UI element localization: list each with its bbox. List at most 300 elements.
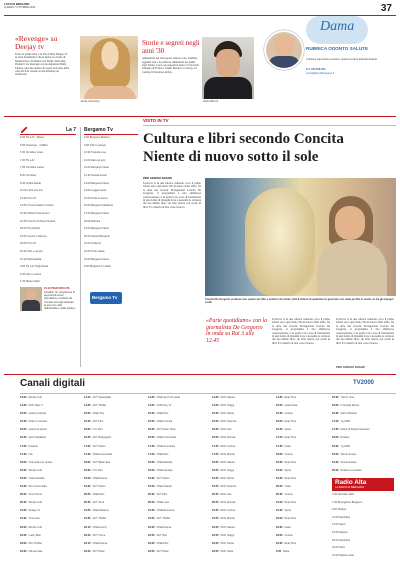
- channel-listing-row: [84, 420, 142, 423]
- channel-listing-row: [332, 445, 394, 448]
- channel-listing-row: [84, 550, 142, 553]
- tv-headline-line1: Cultura e libri secondo Concita: [143, 131, 344, 147]
- listing-title: LTC Film: [92, 468, 103, 472]
- listing-time: 19.00: [332, 452, 339, 456]
- listing-title: Casa: [284, 444, 291, 448]
- channel-listing-row: [84, 517, 142, 520]
- listing-time: 22.00: [20, 525, 27, 529]
- channel-listing-row: [20, 550, 78, 553]
- dama-box: [258, 16, 394, 98]
- listing-title: ACT Action: [156, 476, 170, 480]
- concita-caption: Concita De Gregorio conduce uno spazio per libri e cultura che attrae 1,6/1,8 milioni di spettatori in giornata: non male per Rai 3, anche se tra gli impegni serali: [205, 298, 394, 305]
- listing-title: ACT Thriller: [92, 517, 107, 521]
- channel-listing-row: [148, 428, 206, 431]
- giulio-jacket: [204, 77, 252, 99]
- schedule-entry: 0.00 Bergamo Tv Notte: [84, 265, 111, 269]
- listing-time: 20.00: [276, 485, 283, 489]
- channel-listing-row: [84, 493, 142, 496]
- channel-listing-row: [332, 412, 394, 415]
- channel-column-5: [276, 396, 326, 564]
- listing-time: 19.00: [276, 468, 283, 472]
- listing-title: DOC Scienza: [220, 485, 237, 489]
- listing-title: Il Grande Rosso: [340, 404, 360, 408]
- channel-listing-row: [20, 534, 78, 537]
- listing-time: 15.50: [148, 420, 155, 424]
- channel-listing-row: [332, 469, 394, 472]
- channel-listing-row: [276, 461, 326, 464]
- listing-time: 17.00: [84, 444, 91, 448]
- bergamo-tv-schedule: [84, 136, 138, 273]
- tv-body-continued: Torna in tv in una rubrica culturale, ecco il primo sabato sera ogni tanto. Ha di nuovo della sfida, fra le altre che ricorda. Protagonista Concita De Gregorio, il programma è una ambiziosa conversazione, è in pratica un corso di formazione in una forma di dialoghi dove è presente lo scrittore del suo ultimo libro, un altro autore con scelte di libri. È la libertà di dire cosa è nuovo.: [272, 318, 330, 345]
- listing-title: ACT Spaceballs: [92, 396, 112, 399]
- schedule-entry: 20.00 Parole Bergamo: [84, 234, 110, 238]
- dama-logo: Dama: [320, 19, 355, 34]
- schedule-entry: 20.30 Otto e mezzo: [20, 249, 43, 253]
- schedule-entry: 18.00 The District: [20, 227, 41, 231]
- channel-listing-row: [276, 517, 326, 520]
- listing-time: 15.00: [276, 404, 283, 408]
- channel-listing-row: [212, 428, 270, 431]
- listing-title: Cartoni animati: [28, 412, 46, 416]
- channel-listing-row: [148, 493, 206, 496]
- listing-title: DOC Arte: [220, 493, 232, 497]
- concita-body: [317, 240, 387, 296]
- listing-time: 21.50: [148, 517, 155, 521]
- listing-time: 17.00: [332, 420, 339, 424]
- listing-title: Una notte per amare: [28, 460, 53, 464]
- listing-title: CINE Film: [156, 452, 169, 456]
- listing-title: Real Time: [284, 396, 297, 399]
- schedule-entry: 21.00 Ciclismo: [84, 242, 102, 246]
- schedule-entry: 12.30 Scuola Arredi: [84, 173, 107, 177]
- channel-listing-row: [276, 493, 326, 496]
- listing-title: DOC Rete 4: [28, 404, 43, 408]
- channel-list-rule: [20, 393, 396, 394]
- page-number: 37: [380, 3, 392, 14]
- listing-time: 17.00: [20, 444, 27, 448]
- channel-listing-row: [276, 445, 326, 448]
- tv-byline: PIER GIORGIO NOSARI: [143, 177, 172, 180]
- schedule-entry: 7.00 Giornale radio: [332, 493, 355, 496]
- concita-photo: [205, 178, 396, 296]
- channel-listing-row: [332, 461, 394, 464]
- listing-title: Sposi: [284, 428, 291, 432]
- listing-title: CINE Western: [92, 509, 110, 513]
- channel-listing-row: [276, 509, 326, 512]
- channel-listing-row: [276, 477, 326, 480]
- channel-listing-row: [276, 542, 326, 545]
- schedule-entry: 7.30 TG LA7: [20, 158, 35, 162]
- listing-title: CINE Commedia: [156, 436, 176, 440]
- channel-listing-row: [212, 477, 270, 480]
- listing-title: Tg 2000: [340, 444, 351, 448]
- channel-listing-row: [148, 485, 206, 488]
- emily-hair: [90, 38, 130, 88]
- listing-time: 18.25: [212, 460, 219, 464]
- la7-channel-label: La 7: [65, 127, 76, 133]
- channel-listing-row: [332, 396, 394, 399]
- listing-title: Tg 2000: [340, 420, 351, 424]
- giulio-photo: [202, 37, 254, 99]
- listing-time: 15.30: [84, 420, 91, 424]
- channel-listing-row: [276, 428, 326, 431]
- dama-doctor-photo: [264, 30, 304, 70]
- listing-time: 23.25: [212, 541, 219, 545]
- listing-title: DOC Natura: [220, 525, 235, 529]
- channel-listing-row: [212, 404, 270, 407]
- channel-listing-row: [84, 485, 142, 488]
- schedule-entry: 9.00 Musica: [332, 508, 346, 512]
- listing-title: Ultima notte: [28, 549, 43, 553]
- listing-title: CINE Horror: [92, 525, 107, 529]
- listing-time: 17.30: [276, 444, 283, 448]
- emily-caption: Emily VanCamp: [81, 100, 100, 103]
- listing-title: DOC Animali: [220, 436, 236, 440]
- listing-time: 17.25: [212, 444, 219, 448]
- channel-listing-row: [84, 436, 142, 439]
- listing-title: Caccia al tesoro: [28, 428, 48, 432]
- dama-phone: Tel. 035.358.200: [306, 68, 326, 71]
- channel-listing-row: [212, 453, 270, 456]
- listing-time: 19.30: [84, 485, 91, 489]
- schedule-entry: 11.00 Zaini ed eroi: [84, 158, 106, 162]
- listing-time: 19.30: [332, 460, 339, 464]
- channel-listing-row: [148, 420, 206, 423]
- tv2000-logo-label: TV2000: [353, 380, 375, 386]
- listing-title: Casa Casa: [284, 404, 298, 408]
- channel-listing-row: [276, 412, 326, 415]
- listing-time: 16.55: [212, 436, 219, 440]
- listing-title: Real Time: [284, 517, 297, 521]
- listing-time: 21.30: [276, 509, 283, 513]
- listing-time: 21.00: [20, 509, 27, 513]
- channel-listing-row: [20, 436, 78, 439]
- schedule-entry: 16.45 Il ritorno di Sea Frontera: [20, 219, 56, 223]
- channel-listing-row: [20, 420, 78, 423]
- listing-time: 20.55: [212, 501, 219, 505]
- channel-listing-row: [212, 461, 270, 464]
- channel-listing-row: [148, 445, 206, 448]
- listing-title: Sposi: [284, 509, 291, 513]
- listing-time: 20.30: [20, 501, 27, 505]
- listing-time: 14.20: [148, 396, 155, 399]
- listing-time: 19.00: [20, 476, 27, 480]
- channel-listing-row: [276, 485, 326, 488]
- channel-listing-row: [20, 412, 78, 415]
- radio-alta-box: [332, 478, 394, 564]
- listing-title: Festival: [28, 444, 38, 448]
- emily-photo: [80, 36, 138, 99]
- listing-title: Cucina: [284, 493, 293, 497]
- listing-time: 23.00: [276, 533, 283, 537]
- la7-host-photo: [20, 287, 42, 311]
- channel-listing-row: [212, 445, 270, 448]
- listing-time: 22.25: [212, 525, 219, 529]
- listing-time: 23.55: [212, 549, 219, 553]
- listing-time: 17.30: [332, 428, 339, 432]
- channel-listing-row: [148, 501, 206, 504]
- tv-section-label: VISTO IN TV: [143, 118, 169, 123]
- listing-title: ACT Thriller: [156, 517, 171, 521]
- listing-title: Life: [28, 452, 33, 456]
- listing-time: 16.00: [20, 428, 27, 432]
- listing-time: 18.50: [148, 468, 155, 472]
- listing-time: 16.00: [84, 428, 91, 432]
- listing-time: 20.00: [332, 468, 339, 472]
- schedule-entry: 15.00 Tutta la scena: [84, 196, 108, 200]
- channel-listing-row: [212, 517, 270, 520]
- channel-listing-row: [84, 534, 142, 537]
- secrets-article: [142, 40, 200, 110]
- listing-title: CINE Love: [156, 501, 170, 505]
- channel-listing-row: [20, 428, 78, 431]
- channel-listing-row: [332, 420, 394, 423]
- listing-title: Notte: [283, 549, 290, 553]
- listing-time: 16.30: [276, 428, 283, 432]
- listing-time: 16.50: [148, 436, 155, 440]
- schedule-entry: 13.30 TG LA7: [20, 196, 37, 200]
- schedule-entry: 22.00 Tutto salute: [84, 249, 105, 253]
- channel-listing-row: [212, 534, 270, 537]
- listing-title: ACT Action: [92, 485, 106, 489]
- listing-title: CINE Film: [156, 412, 169, 416]
- tv-headline-line2: Niente di nuovo sotto il sole: [143, 149, 319, 165]
- listing-title: Sport Mediaset: [28, 436, 46, 440]
- listing-time: 21.35: [84, 517, 91, 521]
- listing-time: 22.20: [148, 525, 155, 529]
- listing-title: ACT Black Sea: [92, 460, 111, 464]
- channel-listing-row: [84, 428, 142, 431]
- listing-time: 23.30: [20, 549, 27, 553]
- listing-title: Real Time: [284, 501, 297, 505]
- listing-title: Cine ama: [28, 517, 40, 521]
- listing-time: 20.25: [212, 493, 219, 497]
- channel-listing-row: [84, 396, 142, 399]
- listing-time: 20.30: [276, 493, 283, 497]
- schedule-entry: 17.00 Bergamo News: [84, 211, 109, 215]
- listing-time: 16.30: [332, 412, 339, 416]
- revenge-headline: «Revenge» su Deejay tv: [15, 35, 58, 51]
- schedule-entry: 19.00 Cuochi e fiamme: [20, 234, 47, 238]
- listing-time: 22.00: [276, 517, 283, 521]
- channel-listing-row: [212, 412, 270, 415]
- listing-time: 22.55: [212, 533, 219, 537]
- channel-column-2: [84, 396, 142, 564]
- channel-listing-row: [332, 453, 394, 456]
- listing-time: 19.55: [212, 485, 219, 489]
- la7-feature-label: 21.10 PIAZZAPULITA: [44, 287, 70, 290]
- listing-title: DOC Arte: [220, 428, 232, 432]
- channel-listing-row: [148, 404, 206, 407]
- schedule-entry: 18.00 Notiziario: [332, 538, 351, 542]
- listing-title: Cucina: [284, 452, 293, 456]
- listing-time: 14.25: [212, 396, 219, 399]
- dama-intro: Il dottore rispondono ai lettori, quesiti sul temi dell'odontoiatria: [306, 58, 377, 61]
- channel-listing-row: [212, 542, 270, 545]
- listing-title: Casa Vianello: [28, 476, 45, 480]
- channel-listing-row: [20, 501, 78, 504]
- listing-time: 18.30: [20, 468, 27, 472]
- channel-column-4: [212, 396, 270, 564]
- listing-title: DOC Viaggi: [220, 533, 235, 537]
- listing-title: Documentario: [340, 460, 357, 464]
- listing-title: CINE Drama: [156, 525, 172, 529]
- channel-listing-row: [20, 404, 78, 407]
- channel-listing-row: [84, 477, 142, 480]
- la7-logo-bar: [20, 127, 76, 135]
- la7-column: [20, 127, 76, 367]
- schedule-entry: 10.30 Youtube Live: [84, 151, 107, 155]
- listing-title: DOC Cucina: [220, 444, 236, 448]
- listing-title: ACT Sci-fi: [92, 501, 105, 505]
- listing-title: ACT Film: [92, 420, 104, 424]
- channel-listing-row: [84, 509, 142, 512]
- schedule-entry: 0.00 TG LA7 Night Desk: [20, 265, 49, 269]
- channel-listing-row: [20, 509, 78, 512]
- listing-title: DOC Animali: [220, 501, 236, 505]
- listing-time: 15.30: [20, 420, 27, 424]
- channel-listing-row: [148, 534, 206, 537]
- schedule-entry: 6.00 Bergamo Mattina: [84, 136, 110, 139]
- listing-time: 15.55: [212, 420, 219, 424]
- channel-listing-row: [212, 509, 270, 512]
- listing-title: DOC Viaggi: [220, 468, 235, 472]
- channel-listing-row: [332, 428, 394, 431]
- channel-listing-row: [212, 550, 270, 553]
- schedule-entry: 9.45 Coffee Break: [20, 181, 41, 185]
- listing-time: 14.00: [20, 396, 27, 399]
- la7-host-suit: [22, 300, 40, 311]
- channel-listing-row: [20, 469, 78, 472]
- listing-time: 21.55: [212, 517, 219, 521]
- listing-time: 18.00: [84, 460, 91, 464]
- channel-listing-row: [276, 396, 326, 399]
- listing-time: 23.20: [148, 541, 155, 545]
- channel-listing-row: [148, 461, 206, 464]
- listing-time: 20.20: [148, 493, 155, 497]
- listing-time: 20.05: [84, 493, 91, 497]
- bergamo-tv-badge-label: Bergamo Tv: [92, 295, 118, 300]
- listing-title: DOC Mondo: [220, 452, 235, 456]
- listing-title: Mondo Cult: [28, 501, 42, 505]
- channel-listing-row: [276, 469, 326, 472]
- listing-title: DOC Storia: [220, 476, 234, 480]
- listing-time: 18.30: [84, 468, 91, 472]
- channel-listing-row: [212, 396, 270, 399]
- listing-time: 19.00: [84, 476, 91, 480]
- schedule-entry: 9.00 Tutti in campo: [84, 143, 106, 147]
- schedule-entry: 0.45 Otto e mezzo: [20, 272, 42, 276]
- listing-title: CINE Drama: [92, 541, 108, 545]
- listing-title: Rosario: [340, 436, 350, 440]
- la7-feature-text: Attualità. Un programma di approfondimento giornalistico condotto da Corrado Formigli dedicato ai temi più caldi dell'attualità e della politica.: [44, 291, 76, 311]
- channel-listing-row: [20, 542, 78, 545]
- channel-listing-row: [148, 396, 206, 399]
- listing-title: ACT Film: [156, 493, 168, 497]
- listing-time: 19.25: [212, 476, 219, 480]
- listing-time: 17.00: [276, 436, 283, 440]
- radio-alta-schedule: [332, 493, 394, 561]
- listing-time: 14.55: [212, 404, 219, 408]
- channel-listing-row: [212, 420, 270, 423]
- listing-time: 19.30: [276, 476, 283, 480]
- radio-alta-title: Radio Alta: [335, 479, 367, 486]
- channel-listing-row: [20, 517, 78, 520]
- listing-time: 17.20: [148, 444, 155, 448]
- listing-title: COM Pay Tv: [156, 404, 172, 408]
- channel-listing-row: [148, 526, 206, 529]
- channel-listing-row: [84, 445, 142, 448]
- listing-time: 16.35: [84, 436, 91, 440]
- listing-title: CINE Senti chi parla: [156, 396, 180, 399]
- emily-shoulders: [84, 86, 136, 99]
- channel-listing-row: [84, 501, 142, 504]
- listing-title: DOC Viaggi: [220, 404, 235, 408]
- listing-title: ACT Action: [92, 444, 106, 448]
- listing-time: 23.50: [148, 549, 155, 553]
- listing-time: 17.30: [84, 452, 91, 456]
- listing-time: 21.20: [148, 509, 155, 513]
- secrets-headline: Storie e segreti negli anni '30: [142, 40, 200, 55]
- listing-title: Rosario a Lourdes: [340, 468, 362, 472]
- masthead: [4, 3, 396, 15]
- secrets-body: Ambientato nei tali segreti, amore, lotte, drammi, aggiunti vite e la pellicola ambientata nei primi anni Trenta. Con la protagonista Anna e il Secondo il Regno di Francia. Giulio Berruti a Cowboy e il casting di Downton Abbey.: [142, 57, 200, 74]
- schedule-entry: 1.25 Movie Flash: [20, 280, 40, 284]
- channel-listing-row: [20, 445, 78, 448]
- la7-host-head: [26, 289, 36, 300]
- channel-listing-row: [276, 420, 326, 423]
- tv-pullquote: «Parte quotidiano» con la giornalista De Gregorio in onda su Rai 3 alle 12.45: [206, 318, 268, 344]
- listing-title: Lucky Man: [28, 533, 42, 537]
- channel-column-3: [148, 396, 206, 564]
- dama-rubric: RUBRICA ODONTO SALUTE: [306, 46, 369, 51]
- schedule-entry: 21.10 Piazzapulita: [20, 257, 42, 261]
- listing-title: Santo Rosario: [340, 412, 357, 416]
- listing-title: DOC Storia: [220, 541, 234, 545]
- dateline: LUNEDÌ 7 OTTOBRE 2013: [4, 6, 36, 9]
- listing-title: Mondo Cult: [28, 525, 42, 529]
- schedule-entry: 12.00 Bergamo News: [84, 166, 109, 170]
- listing-time: 18.20: [148, 460, 155, 464]
- listing-time: 15.00: [20, 412, 27, 416]
- listing-title: DOC Cucina: [220, 509, 236, 513]
- listing-time: 15.25: [212, 412, 219, 416]
- tv-body-end: Torna in tv in una rubrica culturale, ecco il primo sabato sera ogni tanto. Ha di nuovo della sfida, fra le altre che ricorda. Protagonista Concita De Gregorio, il programma è una ambiziosa conversazione, è in pratica un corso di formazione in una forma di dialoghi dove è presente lo scrittore del suo ultimo libro, un altro autore con scelte di libri. È la libertà di dire cosa è nuovo.: [336, 318, 394, 345]
- la7-schedule: [20, 136, 76, 288]
- listing-title: CINE Classic: [156, 485, 172, 489]
- schedule-entry: 7.30 Buongiorno Bergamo: [332, 500, 363, 504]
- listing-title: Film Thriller: [28, 541, 42, 545]
- listing-title: ACT Noir: [156, 533, 168, 537]
- listing-time: 14.10: [84, 396, 91, 399]
- listing-time: 21.00: [276, 501, 283, 505]
- listing-title: Deejay Tv: [28, 509, 41, 513]
- listing-title: Gran Torino: [28, 493, 43, 497]
- schedule-entry: 6.55 Oroscopo - Traffico: [20, 143, 48, 147]
- channel-listing-row: [148, 436, 206, 439]
- schedule-entry: 8.00 Omnibus: [20, 173, 37, 177]
- listing-title: Real Time: [284, 476, 297, 480]
- giulio-face: [216, 49, 240, 77]
- schedule-entry: 15.45 Il Bouch Cameroon: [20, 211, 50, 215]
- listing-title: ACT Notte: [156, 549, 169, 553]
- channel-listing-row: [212, 526, 270, 529]
- listing-time: 22.30: [276, 525, 283, 529]
- schedule-entry: 7.00 Omnibus news: [20, 151, 43, 155]
- listing-time: 14.30: [276, 396, 283, 399]
- channel-listing-row: [276, 453, 326, 456]
- bergamo-tv-logo-bar: [84, 127, 138, 135]
